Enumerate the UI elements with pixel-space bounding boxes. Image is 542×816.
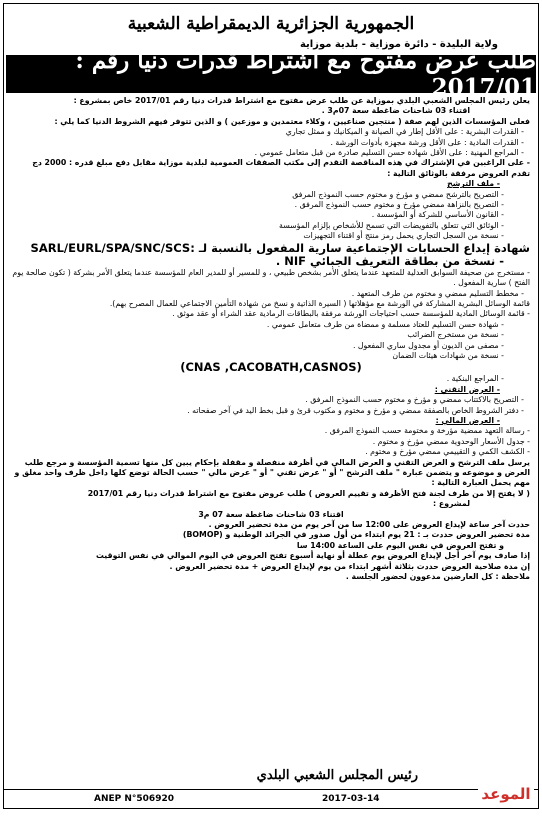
deadline-line: حددت آخر ساعة لإيداع العروض على 12:00 سا من آخر يوم من مدة تحضير العروض . — [208, 520, 530, 530]
title-banner: طلب عرض مفتوح مع اشتراط قدرات دنيا رقم : 2017/01 — [6, 55, 536, 93]
financial-item: - الكشف الكمي و التقييمي ممضي مؤرخ و مختوم . — [365, 447, 530, 457]
candidacy-item: - قائمة الوسائل المادية للمؤسسة حسب احتياجات الورشة مرفقة بالبطاقات الرمادية عقد الشراء أو عقد موثق . — [172, 309, 530, 319]
eligibility-line: - على الراغبين في الإشتراك في هذه المناقصة التقدم إلى مكتب الصفقات العمومية لبلدية موزاية مقابل دفع مبلغ قدره : 2000 دج — [32, 158, 530, 168]
candidacy-item: شهادة إيداع الحسابات الإجتماعية سارية المفعول بالنسبة لـ :SARL/EURL/SPA/SNC/SCS — [30, 240, 530, 255]
candidacy-item: - التصريح بالنزاهة ممضي مؤرخ و مختوم حسب النموذج المرفق . — [294, 200, 504, 210]
financial-heading: - العرض المالي : — [435, 415, 500, 425]
financial-item: - جدول الأسعار الوحدوية ممضي مؤرخ و مختوم . — [372, 436, 530, 446]
candidacy-item: قائمة الوسائل البشرية المشاركة في الورشة مع مؤهلاتها ( السيرة الذاتية و نسخ من شهادة التأمين الاجتماعي للعمال المصرح بهم). — [109, 298, 530, 308]
candidacy-item: - الوثائق التي تتعلق بالتفويضات التي تسمح للأشخاص بإلزام المؤسسة — [279, 220, 504, 230]
candidacy-item: - مستخرج من صحيفة السوابق العدلية للمتعهد عندما يتعلق الأمر بشخص طبيعي ، و للمسير أو للمدير العام للمؤسسة عندما يتعلق الأمر بشركة ( تكون صالحة يوم الفتح ) سارية المفعول . — [12, 267, 530, 288]
eligibility-line: - المراجع المهنية : على الأقل شهادة حسن التسليم صادرة من قبل متعامل عمومي . — [254, 148, 524, 158]
candidacy-item: - نسخة من مستخرج الضرائب — [407, 330, 504, 340]
candidacy-item: - مخطط التسليم ممضي و مختوم من طرف المتعهد . — [351, 288, 524, 298]
eligibility-line: - القدرات المادية : على الأقل ورشة مجهزة بأدوات الورشة . — [330, 137, 524, 147]
envelope-line: اقتناء 03 شاحنات ضاغطة سعة 07 م3 — [198, 509, 344, 519]
anep-number: ANEP N°506920 — [94, 794, 174, 804]
announcement-body — [4, 93, 538, 582]
submission-text: يرسل ملف الترشح و العرض التقني و العرض المالي في أظرفة منفصلة و مقفلة بإحكام يبين كل منها تسمية المؤسسة و مرجع طلب العرض و موضوعه و يتضمن عبارة " ملف الترشح " أو " عرض تقني " أو " عرض مالي " حسب الحالة توضع كلها داخل ظرف واحد مغلق و مهم يحمل العبارة التالية : — [14, 457, 530, 488]
deadline-line: إذا صادف يوم آخر أجل لإيداع العروض يوم عطلة أو نهاية أسبوع تفتح العروض في اليوم الموالي في نفس التوقيت — [96, 551, 530, 561]
eligibility-line: تقدم العروض مرفقة بالوثائق التالية : — [387, 168, 530, 178]
candidacy-item: - التصريح بالترشح ممضي و مؤرخ و مختوم حسب النموذج المرفق — [292, 189, 504, 199]
candidacy-item: - نسخة من السجل التجاري يحمل رمز منتج أو اقتناء التجهيزات — [303, 231, 504, 241]
candidacy-item: - القانون الأساسي للشركة أو المؤسسة . — [371, 210, 504, 220]
candidacy-item: - شهادة حسن التسليم للعتاد مسلمة و ممضاة من طرف متعامل عمومي . — [266, 319, 504, 329]
financial-item: - رسالة التعهد ممضية مؤرخة و مختومة حسب النموذج المرفق . — [324, 426, 530, 436]
candidacy-item: - مصفى من الديون أو مجدول ساري المفعول . — [352, 340, 504, 350]
announcement-page — [3, 3, 539, 809]
envelope-line: لمشروع : — [433, 499, 470, 509]
technical-heading: - العرض التقني : — [434, 384, 500, 394]
republic-header: الجمهورية الجزائرية الديمقراطية الشعبية — [127, 14, 415, 34]
deadline-line: إن مدة صلاحية العروض حددت بثلاثة أشهر ابتداء من يوم لإيداع العروض + مدة تحضير العروض . — [169, 561, 530, 571]
deadline-line: و تفتح العروض في نفس اليوم على الساعة 14:00 سا — [296, 540, 504, 550]
footer-bar — [4, 789, 538, 808]
intro-project: اقتناء 03 شاحنات ضاغطة سعة 07م3 . — [321, 106, 470, 116]
intro-line: يعلن رئيس المجلس الشعبي البلدي بموزاية عن طلب عرض مفتوح مع اشتراط قدرات دنيا رقم 2017/01 خاص بمشروع : — [73, 96, 530, 105]
technical-item: - دفتر الشروط الخاص بالصفقة ممضي و مؤرخ و مختوم و مكتوب قرئ و قبل بخط اليد في آخر صفحاته . — [187, 405, 524, 415]
envelope-line: ( لا يفتح إلا من طرف لجنة فتح الأظرفة و تقييم العروض ) طلب عروض مفتوح مع اشتراط قدرات دنيا رقم 2017/01 — [87, 488, 530, 498]
signature: رئيس المجلس الشعبي البلدي — [256, 768, 418, 783]
deadline-line: مدة تحضير العروض حددت بـ : 21 يوم ابتداء من أول صدور في الجرائد الوطنية و (BOMOP) — [182, 530, 530, 540]
candidacy-item: - نسخة من شهادات هيئات الضمان — [392, 350, 504, 360]
newspaper-logo — [478, 780, 534, 808]
publication-date: 2017-03-14 — [322, 794, 380, 804]
candidacy-item: - نسخة من بطاقة التعريف الجبائي NIF . — [275, 253, 504, 268]
technical-item: - التصريح بالاكتتاب ممضي و مؤرخ و مختوم حسب النموذج المرفق . — [305, 395, 524, 405]
eligibility-line: فعلى المؤسسات الذين لهم صفة ( منتجين صناعيين ، وكلاء معتمدين و موزعين ) و الذين تتوفر فيهم الشروط الدنيا كما يلي : — [54, 116, 530, 126]
candidacy-heading: - ملف الترشح — [447, 179, 500, 189]
candidacy-item: - المراجع البنكية . — [446, 374, 504, 384]
note-line: ملاحظة : كل العارضين مدعوون لحضور الجلسة . — [345, 572, 530, 582]
logo-text: الموعد — [481, 785, 531, 803]
administration-line: ولاية البليدة - دائرة موزاية - بلدية موزاية — [299, 39, 498, 50]
candidacy-item: (CNAS ,CACOBATH,CASNOS) — [180, 360, 362, 375]
eligibility-line: - القدرات البشرية : على الأقل إطار في الصيانة و الميكانيك و ممثل تجاري — [285, 127, 524, 137]
